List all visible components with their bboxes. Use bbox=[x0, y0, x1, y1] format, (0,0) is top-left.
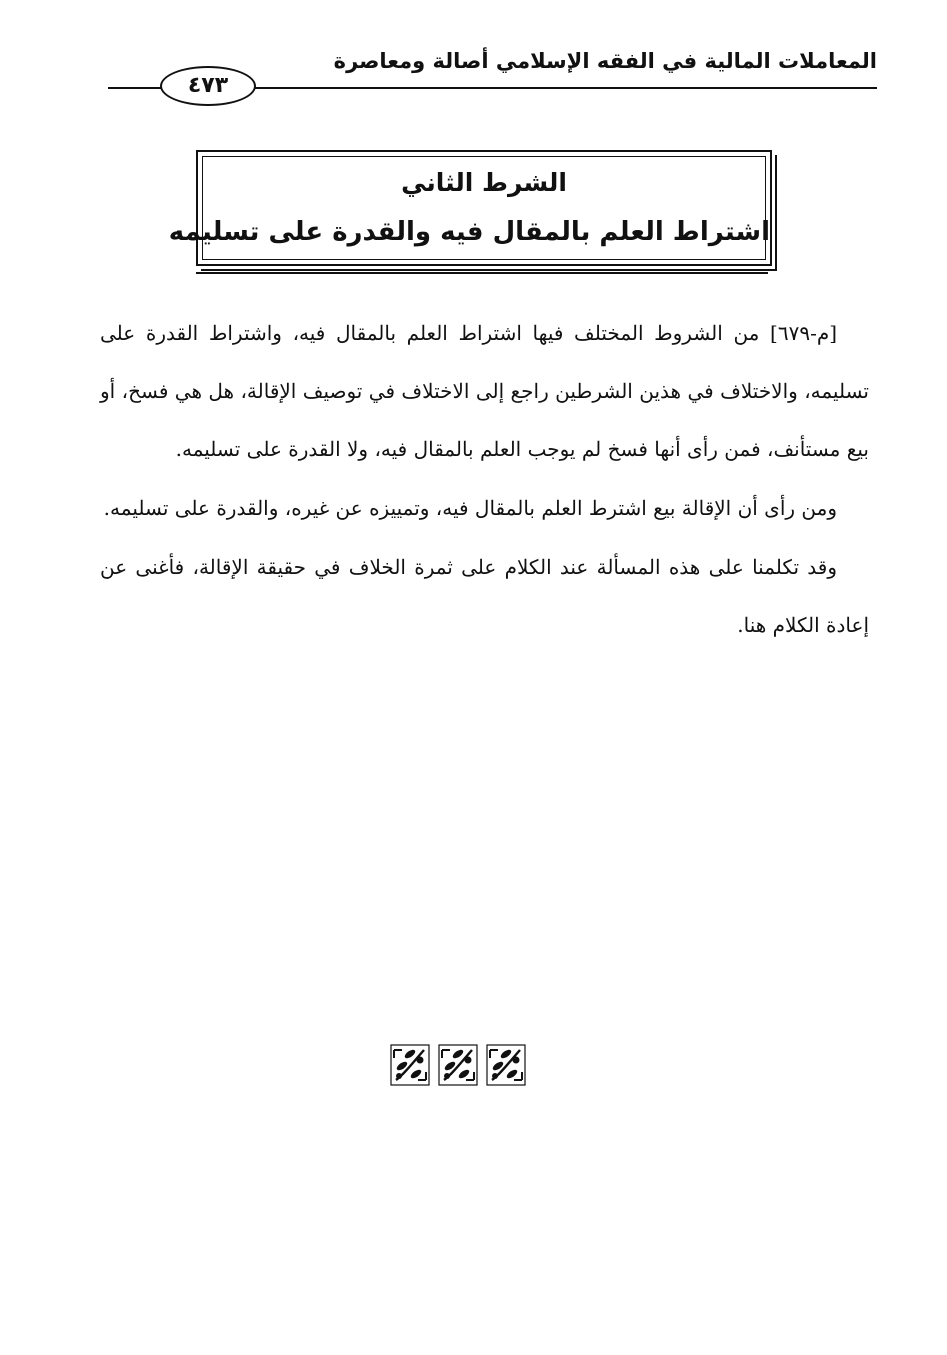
body-text bbox=[100, 304, 869, 655]
paragraph-3: وقد تكلمنا على هذه المسألة عند الكلام على ثمرة الخلاف في حقيقة الإقالة، فأغنى عن إعادة الكلام هنا. bbox=[100, 555, 869, 637]
floral-vine-ornament-icon bbox=[390, 1044, 430, 1086]
paragraph-1 bbox=[100, 304, 869, 478]
section-subtitle: اشتراط العلم بالمقال فيه والقدرة على تسليمه bbox=[168, 217, 770, 247]
title-underline bbox=[196, 272, 768, 274]
paragraph-2: ومن رأى أن الإقالة بيع اشترط العلم بالمقال فيه، وتمييزه عن غيره، والقدرة على تسليمه. bbox=[103, 496, 837, 520]
section-title: الشرط الثاني bbox=[401, 168, 567, 197]
running-header-title: المعاملات المالية في الفقه الإسلامي أصالة ومعاصرة bbox=[333, 49, 877, 73]
paragraph-1-text: من الشروط المختلف فيها اشتراط العلم بالمقال فيه، واشتراط القدرة على تسليمه، والاختلاف في هذين الشرطين راجع إلى الاختلاف في توصيف الإقالة، هل هي فسخ، أو بيع مستأنف، فمن رأى أنها فسخ لم يوجب العلم بالمقال فيه، ولا القدرة على تسليمه. bbox=[100, 321, 869, 461]
issue-reference: [م-٦٧٩] bbox=[770, 321, 838, 345]
end-ornament bbox=[390, 1044, 526, 1086]
floral-vine-ornament-icon bbox=[486, 1044, 526, 1086]
page-number-badge: ٤٧٣ bbox=[160, 66, 256, 106]
floral-vine-ornament-icon bbox=[438, 1044, 478, 1086]
section-title-frame bbox=[168, 150, 772, 266]
